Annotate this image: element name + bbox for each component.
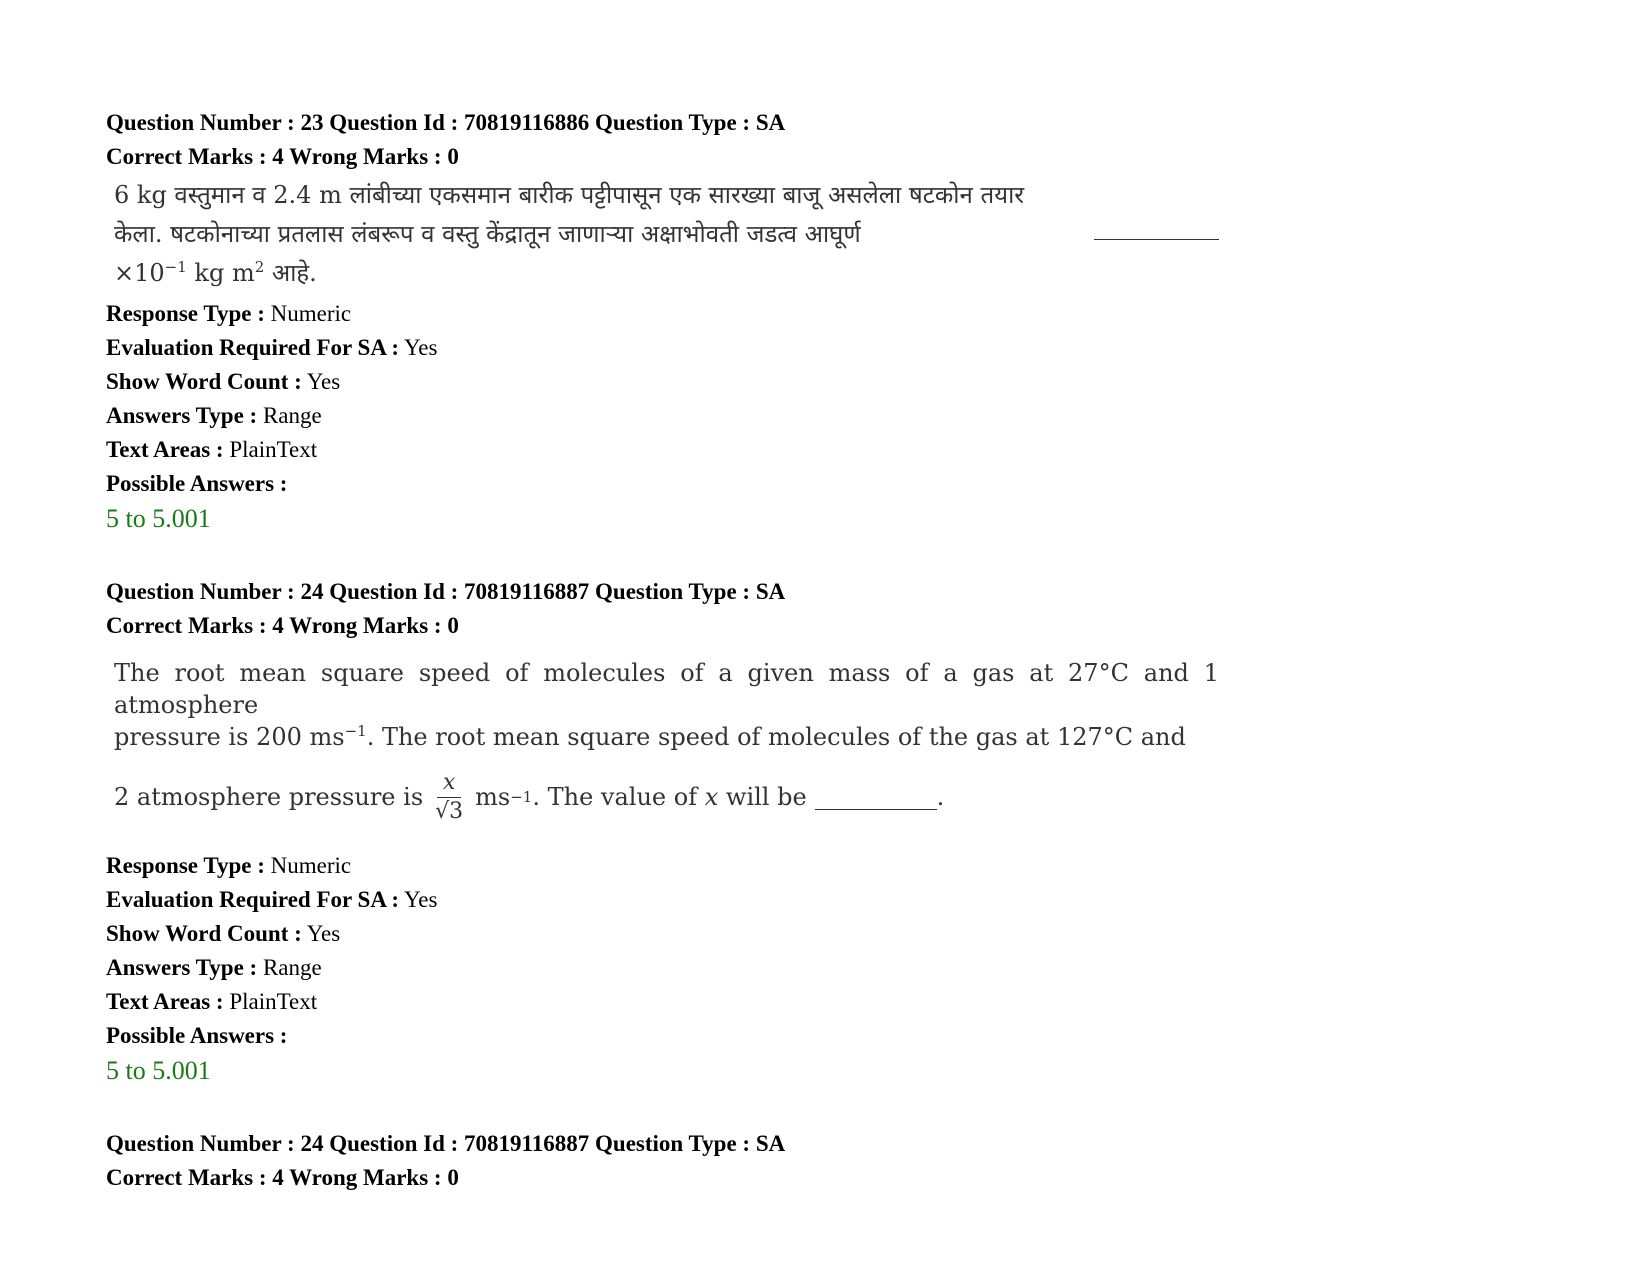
question-text-segment: . The value of bbox=[532, 783, 705, 811]
field-label: Text Areas : bbox=[106, 437, 224, 462]
question-header: Question Number : 24 Question Id : 70819116887 Question Type : SA bbox=[106, 579, 786, 604]
question-text-segment: ms bbox=[475, 783, 511, 811]
question-text-segment: will be bbox=[718, 783, 807, 811]
field-value: Yes bbox=[306, 369, 341, 394]
question-text-line bbox=[114, 215, 1219, 254]
field-label: Evaluation Required For SA : bbox=[106, 887, 400, 912]
possible-answer: 5 to 5.001 bbox=[106, 1056, 211, 1085]
question-marks: Correct Marks : 4 Wrong Marks : 0 bbox=[106, 144, 459, 169]
question-text-segment: आहे. bbox=[264, 259, 317, 287]
possible-answers-label: Possible Answers : bbox=[106, 471, 288, 496]
text-areas-row bbox=[106, 985, 1506, 1019]
field-label: Text Areas : bbox=[106, 989, 224, 1014]
question-text-line: The root mean square speed of molecules of a given mass of a gas at 27°C and 1 atmosphere bbox=[114, 659, 1219, 719]
exponent: −1 bbox=[164, 258, 187, 276]
fraction-denominator: √3 bbox=[435, 798, 464, 824]
question-block-24-repeat bbox=[106, 1127, 1506, 1195]
question-text-line: 6 kg वस्तुमान व 2.4 m लांबीच्या एकसमान बारीक पट्टीपासून एक सारख्या बाजू असलेला षटकोन तयार bbox=[114, 181, 1025, 209]
period: . bbox=[936, 783, 945, 811]
question-block-24 bbox=[106, 575, 1506, 1089]
spacer bbox=[106, 1089, 1506, 1127]
possible-answers-label: Possible Answers : bbox=[106, 1023, 288, 1048]
question-text-segment: kg m bbox=[186, 259, 255, 287]
question-block-23 bbox=[106, 106, 1506, 537]
question-text-segment: ×10 bbox=[114, 259, 165, 287]
question-text-line bbox=[114, 721, 1219, 753]
field-value: Numeric bbox=[270, 853, 352, 878]
field-label: Evaluation Required For SA : bbox=[106, 335, 400, 360]
fraction bbox=[435, 771, 463, 824]
question-marks: Correct Marks : 4 Wrong Marks : 0 bbox=[106, 1165, 459, 1190]
question-text-line bbox=[114, 254, 1219, 293]
question-header: Question Number : 23 Question Id : 70819116886 Question Type : SA bbox=[106, 110, 786, 135]
field-value: PlainText bbox=[229, 989, 318, 1014]
question-text-line: 2 atmosphere pressure is $\frac{x}{√3}$ ms −1 . The value of x will be . bbox=[114, 769, 945, 824]
field-value: Range bbox=[262, 955, 322, 980]
question-text bbox=[114, 176, 1219, 293]
answers-type-row bbox=[106, 951, 1506, 985]
field-value: PlainText bbox=[229, 437, 318, 462]
field-label: Show Word Count : bbox=[106, 369, 302, 394]
possible-answer: 5 to 5.001 bbox=[106, 504, 211, 533]
question-text-segment: 2 atmosphere pressure is bbox=[114, 783, 424, 811]
field-label: Response Type : bbox=[106, 853, 265, 878]
text-areas-row bbox=[106, 433, 1506, 467]
field-value: Numeric bbox=[270, 301, 352, 326]
exponent: 2 bbox=[254, 258, 265, 276]
response-type-row bbox=[106, 849, 1506, 883]
field-value: Yes bbox=[404, 887, 438, 912]
word-count-row bbox=[106, 365, 1506, 399]
question-text bbox=[114, 657, 1219, 837]
question-text-segment: केला. षटकोनाच्या प्रतलास लंबरूप व वस्तु केंद्रातून जाणाऱ्या अक्षाभोवती जडत्व आघूर्ण bbox=[114, 220, 861, 248]
field-label: Answers Type : bbox=[106, 955, 258, 980]
question-header: Question Number : 24 Question Id : 70819116887 Question Type : SA bbox=[106, 1131, 786, 1156]
variable: x bbox=[704, 783, 719, 811]
answers-type-row bbox=[106, 399, 1506, 433]
field-value: Range bbox=[262, 403, 322, 428]
question-text-segment: pressure is 200 ms bbox=[114, 723, 345, 751]
answer-blank bbox=[1094, 215, 1219, 240]
fraction-numerator: x bbox=[437, 771, 461, 798]
spacer bbox=[106, 537, 1506, 575]
answer-blank bbox=[815, 785, 937, 810]
question-text-segment: . The root mean square speed of molecules of the gas at 127°C and bbox=[366, 723, 1186, 751]
field-label: Answers Type : bbox=[106, 403, 258, 428]
response-type-row bbox=[106, 297, 1506, 331]
word-count-row bbox=[106, 917, 1506, 951]
evaluation-row bbox=[106, 331, 1506, 365]
field-label: Response Type : bbox=[106, 301, 265, 326]
exponent: −1 bbox=[344, 722, 367, 740]
evaluation-row bbox=[106, 883, 1506, 917]
field-value: Yes bbox=[404, 335, 438, 360]
question-marks: Correct Marks : 4 Wrong Marks : 0 bbox=[106, 613, 459, 638]
document-page bbox=[106, 106, 1506, 1195]
field-label: Show Word Count : bbox=[106, 921, 302, 946]
field-value: Yes bbox=[306, 921, 341, 946]
